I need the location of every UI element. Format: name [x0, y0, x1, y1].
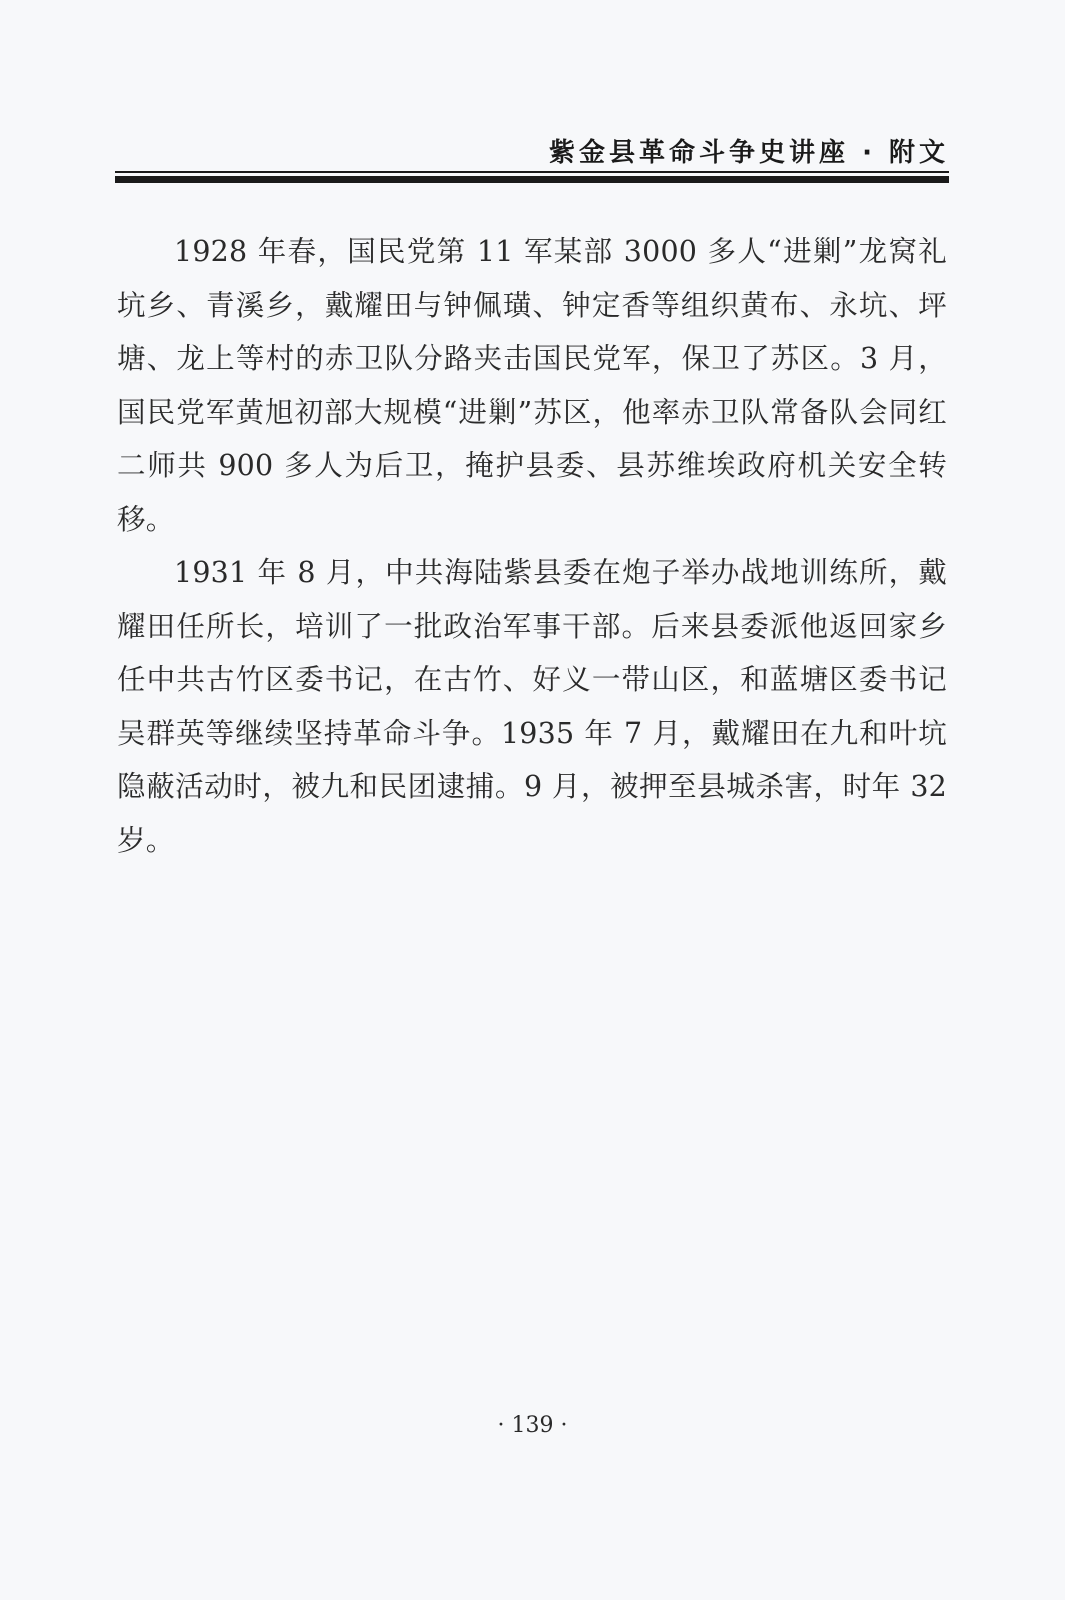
header-rule-thin — [115, 171, 949, 173]
paragraph-1: 1928 年春，国民党第 11 军某部 3000 多人“进剿”龙窝礼坑乡、青溪乡，戴耀田与钟佩璜、钟定香等组织黄布、永坑、坪塘、龙上等村的赤卫队分路夹击国民党军，保卫了苏区。3 月，国民党军黄旭初部大规模“进剿”苏区，他率赤卫队常备队会同红二师共 900 多人为后卫，掩护县委、县苏维埃政府机关安全转移。 — [117, 235, 947, 536]
body-text — [117, 225, 947, 867]
page-number: · 139 · — [497, 1413, 568, 1438]
paragraph-2: 1931 年 8 月，中共海陆紫县委在炮子举办战地训练所，戴耀田任所长，培训了一批政治军事干部。后来县委派他返回家乡任中共古竹区委书记，在古竹、好义一带山区，和蓝塘区委书记吴群英等继续坚持革命斗争。1935 年 7 月，戴耀田在九和叶坑隐蔽活动时，被九和民团逮捕。9 月，被押至县城杀害，时年 32 岁。 — [117, 556, 947, 857]
running-header: 紫金县革命斗争史讲座 · 附文 — [549, 138, 949, 168]
header-rule-thick — [115, 176, 949, 183]
